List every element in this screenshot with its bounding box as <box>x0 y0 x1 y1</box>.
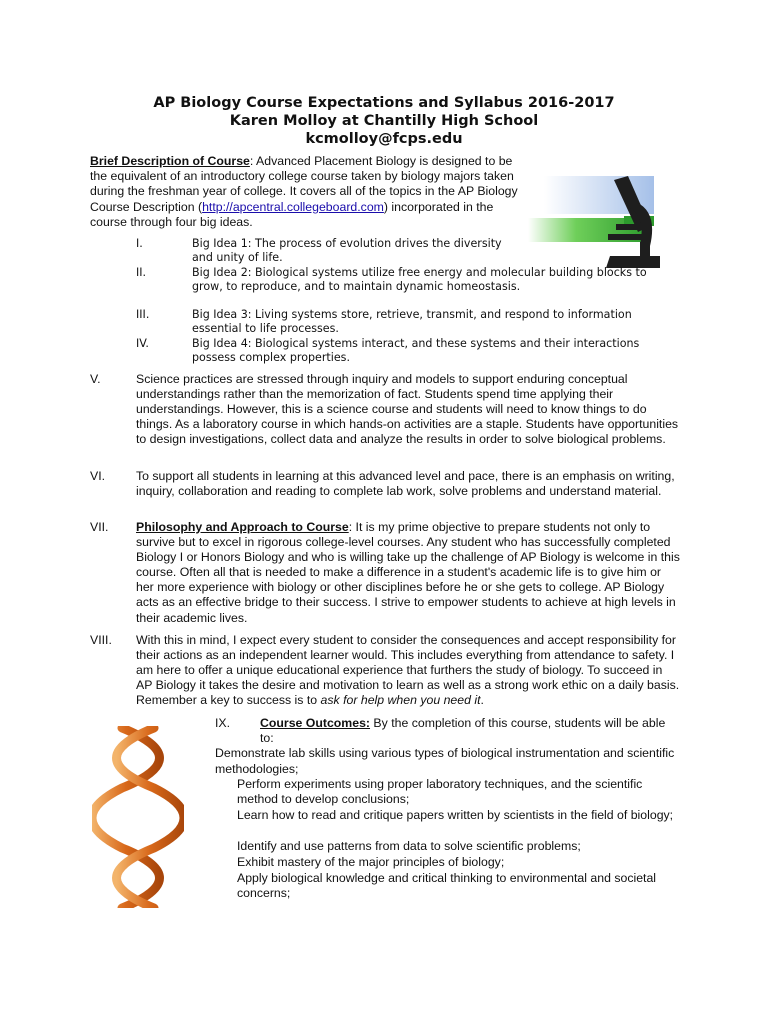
outcome-item <box>215 855 680 870</box>
course-description <box>90 154 520 230</box>
email-line: kcmolloy@fcps.edu <box>305 131 463 147</box>
collegeboard-link[interactable]: http://apcentral.collegeboard.com <box>202 199 384 214</box>
section-viii-num: VIII. <box>90 633 112 647</box>
big-idea-2-text: Big Idea 2: Biological systems utilize free energy and molecular building blocks to grow, to reproduce, and to maintain dynamic homeostasis. <box>192 266 647 293</box>
section-viii-body <box>136 633 680 708</box>
outcome-item-text: Apply biological knowledge and critical thinking to environmental and societal concerns; <box>237 871 657 901</box>
outcome-item <box>215 808 680 823</box>
outcome-item-text: Exhibit mastery of the major principles of biology; <box>237 855 505 869</box>
document-title: AP Biology Course Expectations and Syllabus 2016-2017 <box>153 95 615 111</box>
big-idea-4 <box>136 337 676 365</box>
section-vi-text: To support all students in learning at this advanced level and pace, there is an emphasis on writing, inquiry, collaboration and reading to complete lab work, solve problems and understand material. <box>136 469 675 499</box>
big-idea-3-text: Big Idea 3: Living systems store, retrieve, transmit, and respond to information essential to life processes. <box>192 308 632 335</box>
philosophy-text: : It is my prime objective to prepare students not only to survive but to excel in rigorous college-level courses. Any student who has successfully completed Biology I or Honors Biology and who is willing take up the challenge of AP Biology is welcome in this course. Often all that is needed to make a difference in a student's academic life is to give him or her more experience with biology or other disciplines before he or she gets to college. AP Biology acts as an effective bridge to their success. I strive to empower students to achieve at high levels in their academic lives. <box>136 520 680 625</box>
outcome-item-text: Identify and use patterns from data to solve scientific problems; <box>237 839 581 853</box>
section-vii <box>90 520 680 626</box>
big-idea-4-text: Big Idea 4: Biological systems interact, and these systems and their interactions possess complex properties. <box>192 337 640 364</box>
expectations-text: With this in mind, I expect every student to consider the consequences and accept responsibility for their actions as an independent learner would. This includes everything from attendance to safety. I am here to offer a unique educational experience that furthers the study of biology. To succeed in AP Biology it takes the desire and motivation to learn as well as a strong work ethic on a daily basis. Remember a key to success is to <box>136 633 680 708</box>
section-vii-body <box>136 520 680 626</box>
big-idea-1 <box>136 237 676 265</box>
description-text-1: Advanced Placement Biology is designed to be the equivalent of an introductory college course taken by biology majors taken during the freshman year of college. It covers all of the topics in the AP Biology Course Description ( <box>90 154 518 214</box>
section-ix-num: IX. <box>215 716 231 730</box>
section-v <box>90 372 680 447</box>
section-v-num: V. <box>90 372 101 386</box>
philosophy-heading: Philosophy and Approach to Course <box>136 520 349 534</box>
teacher-line: Karen Molloy at Chantilly High School <box>229 113 539 129</box>
outcome-item-text: Learn how to read and critique papers written by scientists in the field of biology; <box>237 808 674 822</box>
section-v-text: Science practices are stressed through inquiry and models to support enduring conceptual understandings rather than the memorization of fact. Students spend time applying their understandings. However, this is a science course and students will need to know things to do things. As a laboratory course in which hands-on activities are a staple. Students have opportunities to design investigations, collect data and analyze the results in order to solve biological problems. <box>136 372 679 447</box>
description-colon: : <box>249 154 254 168</box>
document-header <box>0 94 768 148</box>
outcome-item <box>215 839 680 854</box>
big-idea-1-num: I. <box>136 237 143 250</box>
expectations-emphasis: ask for help when you need it <box>320 693 481 708</box>
big-idea-2 <box>136 266 676 294</box>
outcome-item-text: Perform experiments using proper laboratory techniques, and the scientific method to develop conclusions; <box>237 777 643 807</box>
big-idea-2-num: II. <box>136 266 147 279</box>
big-idea-1-text: Big Idea 1: The process of evolution drives the diversity and unity of life. <box>192 237 502 264</box>
big-idea-3 <box>136 308 676 336</box>
description-heading: Brief Description of Course <box>90 154 250 168</box>
dna-helix-image <box>92 726 184 908</box>
outcomes-heading: Course Outcomes: <box>260 716 371 730</box>
section-ix <box>215 716 680 777</box>
expectations-end: . <box>480 693 484 708</box>
description-text-2: ) incorporated in the course through four big ideas. <box>90 199 494 229</box>
big-idea-3-num: III. <box>136 308 150 321</box>
section-vii-num: VII. <box>90 520 109 534</box>
outcomes-intro <box>260 716 680 746</box>
section-viii <box>90 633 680 708</box>
big-idea-4-num: IV. <box>136 337 149 350</box>
section-vi <box>90 469 680 499</box>
outcome-item <box>215 871 680 901</box>
outcome-first: Demonstrate lab skills using various types of biological instrumentation and scientific methodologies; <box>215 746 675 776</box>
outcomes-intro-text: By the completion of this course, students will be able to: <box>260 716 666 746</box>
outcome-item <box>215 777 680 807</box>
section-vi-num: VI. <box>90 469 106 483</box>
